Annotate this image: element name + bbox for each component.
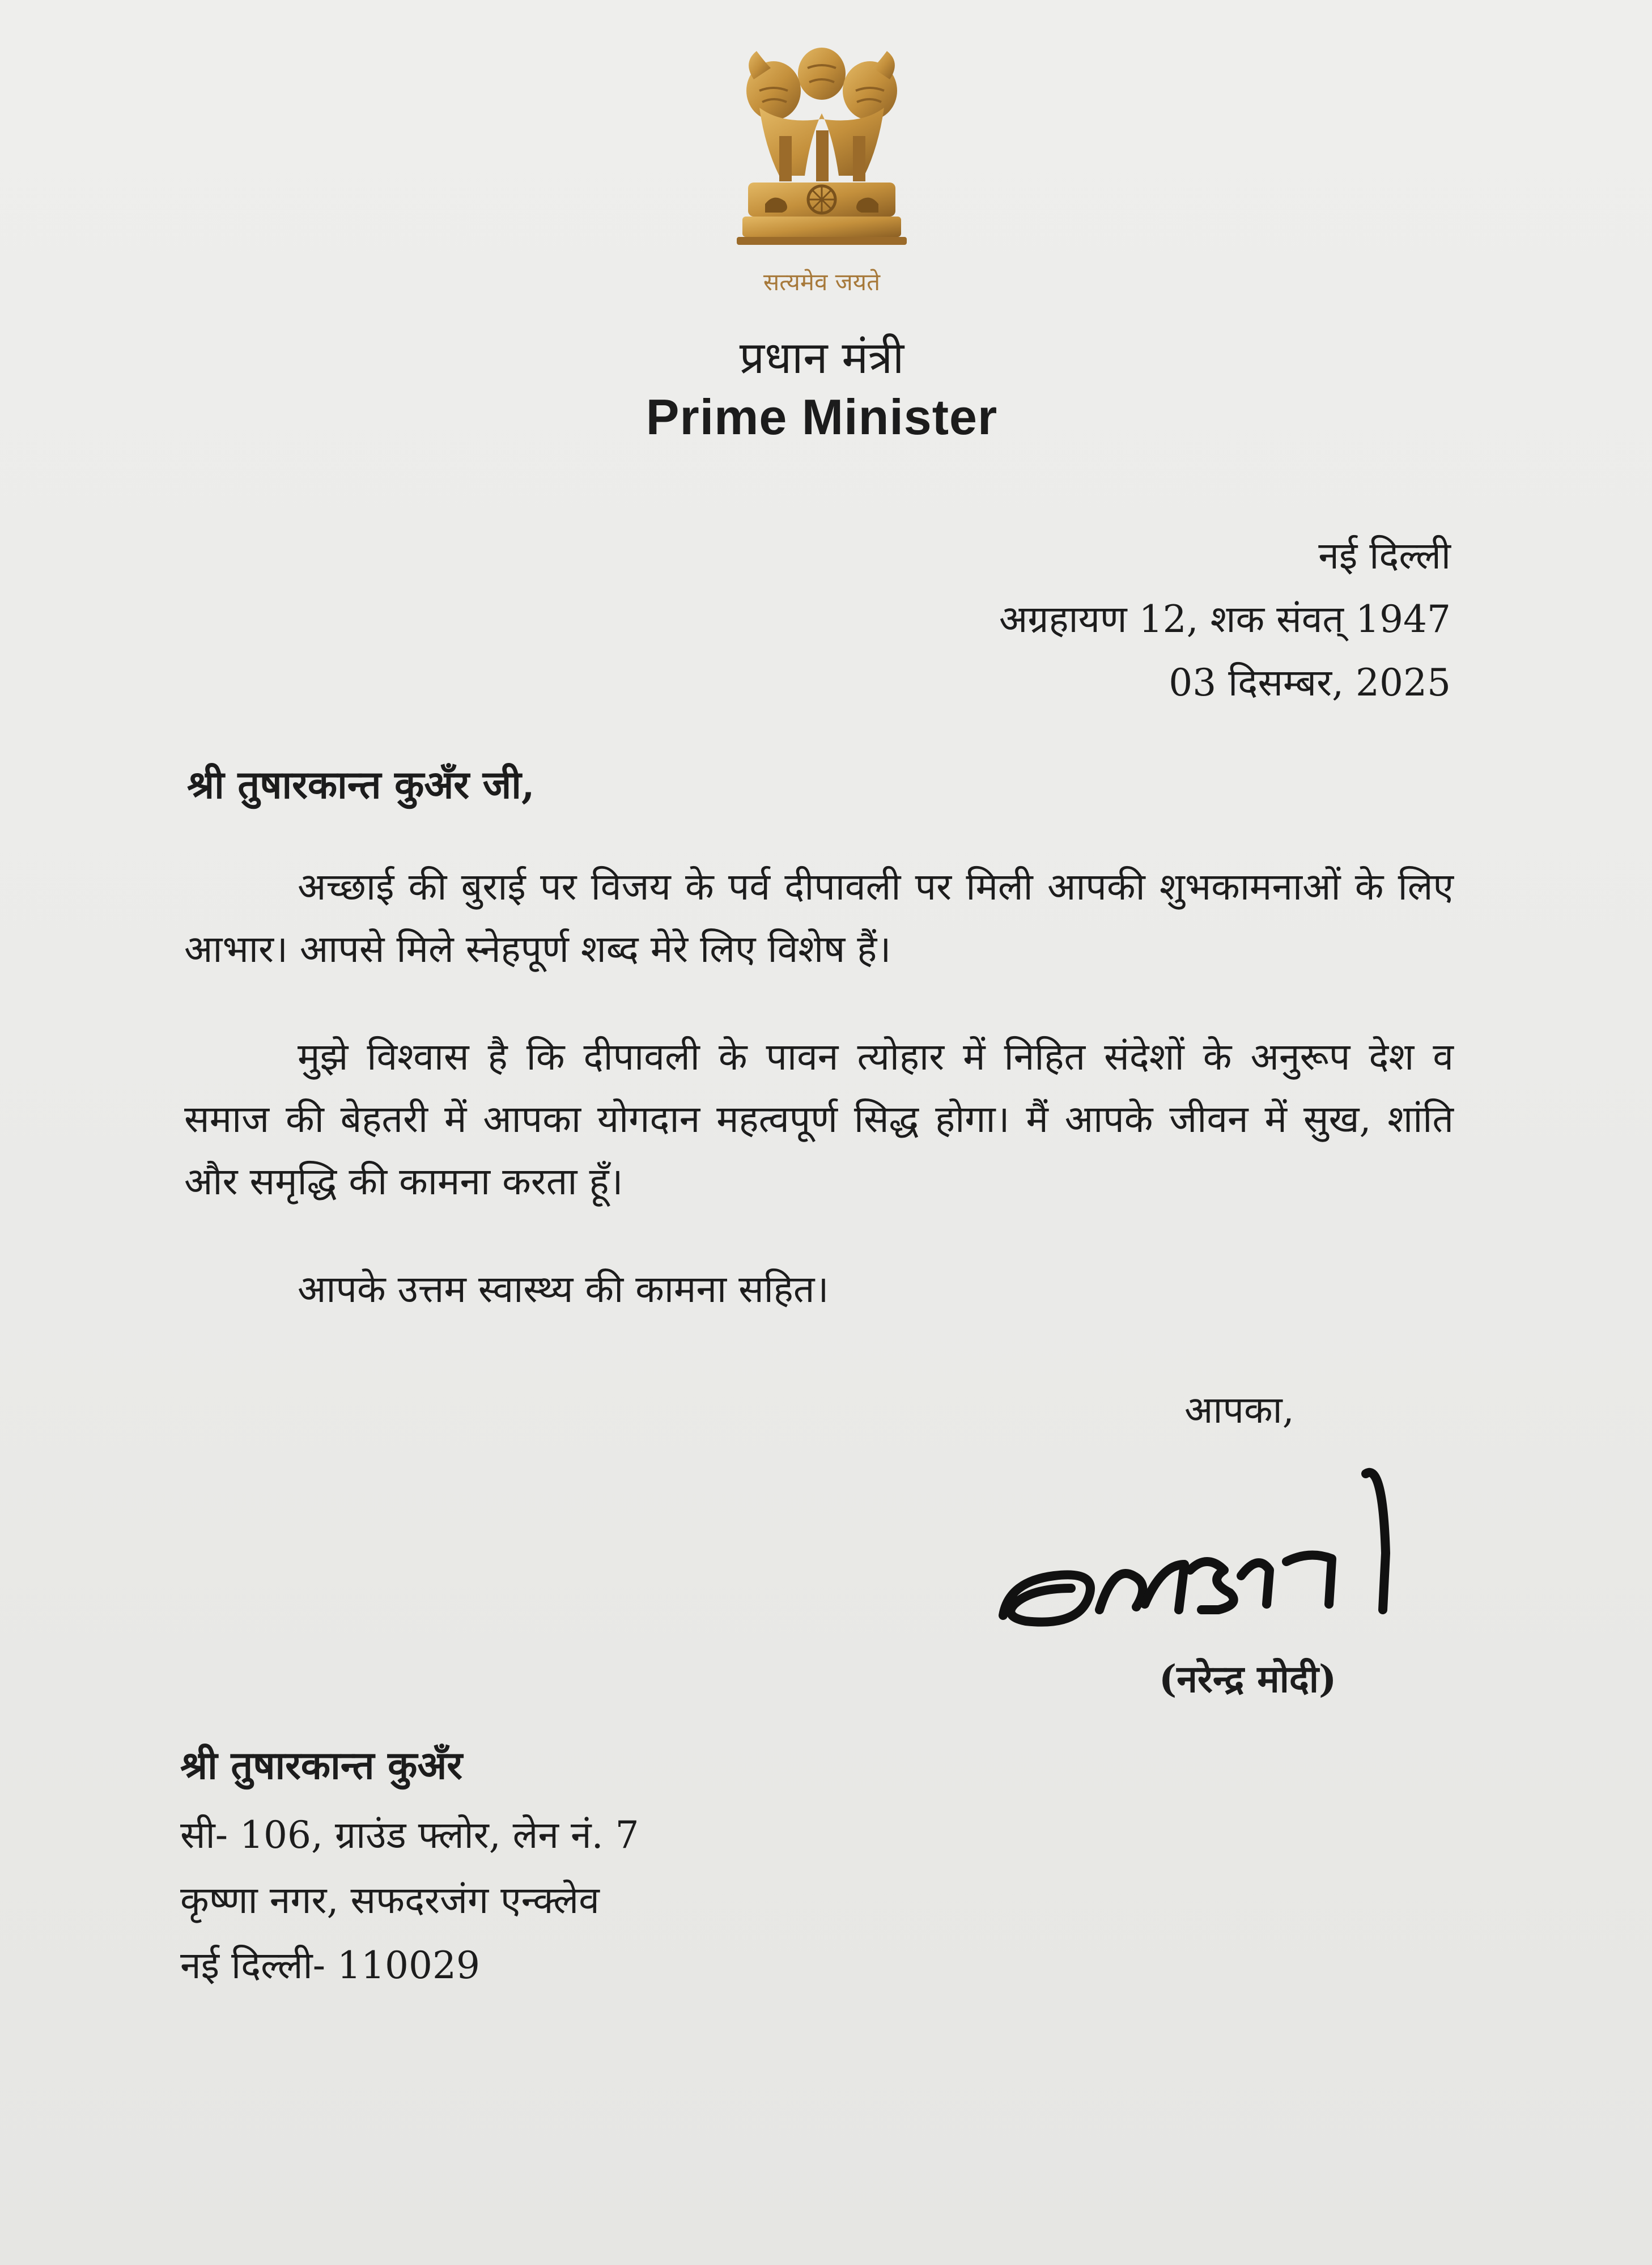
gregorian-date: 03 दिसम्बर, 2025	[1169, 661, 1451, 705]
saka-date: अग्रहायण 12, शक संवत् 1947	[999, 597, 1451, 641]
office-title-english: Prime Minister	[645, 389, 998, 445]
body-paragraph-2: मुझे विश्वास है कि दीपावली के पावन त्योहार में निहित संदेशों के अनुरूप देश व समाज की बेहतरी में आपका योगदान महत्वपूर्ण सिद्ध होगा। मैं आपके जीवन में सुख, शांति और समृद्धि की कामना करता हूँ।	[184, 1035, 1454, 1203]
state-emblem-icon	[725, 34, 918, 272]
place: नई दिल्ली	[1318, 534, 1451, 578]
recipient-address-line-3: नई दिल्ली- 110029	[180, 1944, 480, 1987]
recipient-name: श्री तुषारकान्त कुअँर	[180, 1743, 463, 1788]
handwritten-signature	[992, 1440, 1422, 1655]
salutation: श्री तुषारकान्त कुअँर जी,	[187, 762, 535, 808]
body-paragraph-3: आपके उत्तम स्वास्थ्य की कामना सहित।	[298, 1267, 829, 1311]
body-paragraph-1: अच्छाई की बुराई पर विजय के पर्व दीपावली पर मिली आपकी शुभकामनाओं के लिए आभार। आपसे मिले स्नेहपूर्ण शब्द मेरे लिए विशेष हैं।	[184, 865, 1454, 971]
emblem-motto: सत्यमेव जयते	[763, 268, 881, 296]
closing: आपका,	[1184, 1388, 1294, 1432]
date-block	[999, 524, 1451, 715]
recipient-address-line-2: कृष्णा नगर, सफदरजंग एन्क्लेव	[180, 1878, 600, 1922]
recipient-address-line-1: सी- 106, ग्राउंड फ्लोर, लेन नं. 7	[180, 1813, 639, 1857]
office-title-hindi: प्रधान मंत्री	[739, 333, 904, 384]
signatory-name: (नरेन्द्र मोदी)	[1159, 1657, 1337, 1701]
